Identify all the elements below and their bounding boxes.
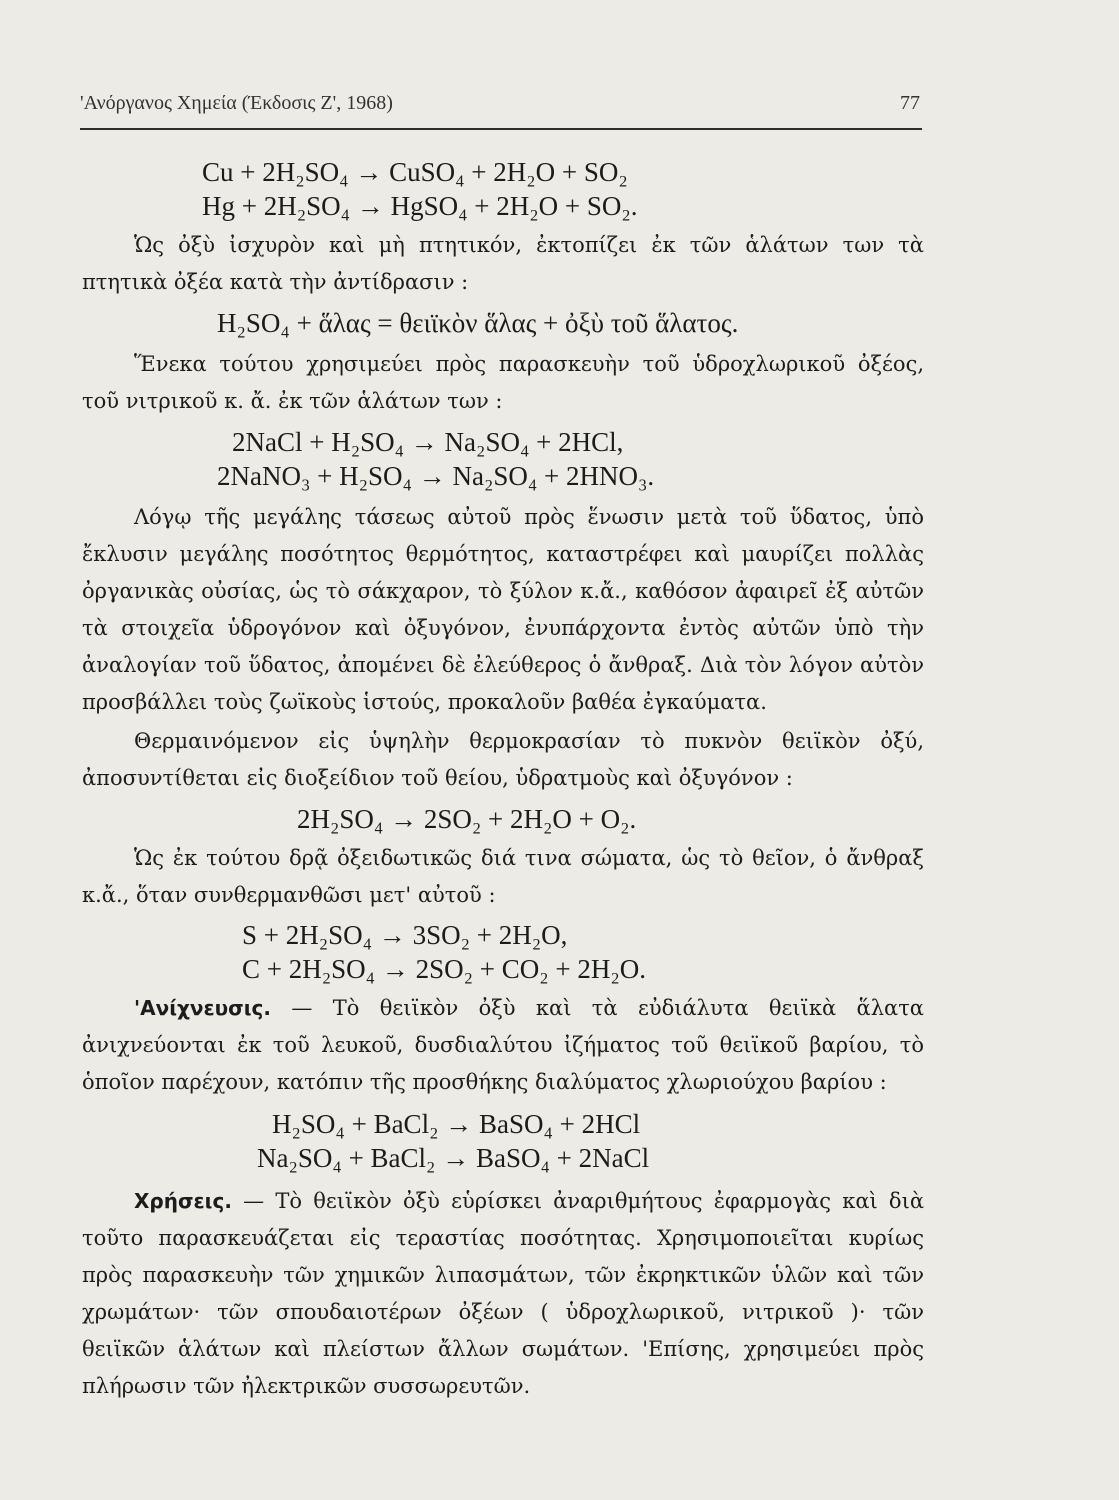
uses-text: — Τὸ θειϊκὸν ὀξὺ εὑρίσκει ἀναριθμήτους ἐφαρμογὰς καὶ διὰ τοῦτο παρασκευάζεται εἰς τεραστίας ποσότητας. Χρησιμοποιεῖται κυρίως πρὸς παρασκευὴν τῶν χημικῶν λιπασμάτων, τῶν ἐκρηκτικῶν ὑλῶν καὶ τῶν χρωμάτων· τῶν σπουδαιοτέρων ὀξέων ( ὑδροχλωρικοῦ, νιτρικοῦ )· τῶν θειϊκῶν ἁλάτων καὶ πλείστων ἄλλων σωμάτων. 'Επίσης, χρησιμεύει πρὸς πλήρωσιν τῶν ἠλεκτρικῶν συσσωρευτῶν. [82,1189,924,1398]
paragraph-preparation: Ἕνεκα τούτου χρησιμεύει πρὸς παρασκευὴν τοῦ ὑδροχλωρικοῦ ὀξέος, τοῦ νιτρικοῦ κ. ἄ. ἐκ τῶν ἁλάτων των : [82,352,924,413]
equation-barium-2: Na₂SO₄ + BaCl₂ → BaSO₄ + 2NaCl [257,1143,650,1173]
header-rule [80,128,922,130]
equation-nacl: 2NaCl + H₂SO₄ → Na₂SO₄ + 2HCl, [232,427,624,457]
paragraph-detection [82,990,924,1101]
equation-salt: H₂SO₄ + ἅλας = θειϊκὸν ἅλας + ὀξὺ τοῦ ἅλατος. [217,308,739,338]
equation-nano3: 2NaNO₃ + H₂SO₄ → Na₂SO₄ + 2HNO₃. [217,461,655,491]
page-number: 77 [900,92,920,114]
paragraph-strong-acid: Ὡς ὀξὺ ἰσχυρὸν καὶ μὴ πτητικόν, ἐκτοπίζει ἐκ τῶν ἁλάτων των τὰ πτητικὰ ὀξέα κατὰ τὴν ἀντίδρασιν : [82,233,924,294]
book-title: 'Ανόργανος Χημεία (Έκδοσις Ζ', 1968) [80,92,393,114]
uses-heading: Χρήσεις. [134,1189,232,1213]
equation-hg: Hg + 2H₂SO₄ → HgSO₄ + 2H₂O + SO₂. [202,191,638,221]
equation-carbon: C + 2H₂SO₄ → 2SO₂ + CO₂ + 2H₂O. [242,954,647,984]
equation-barium-1: H₂SO₄ + BaCl₂ → BaSO₄ + 2HCl [272,1109,641,1139]
equation-cu: Cu + 2H₂SO₄ → CuSO₄ + 2H₂O + SO₂ [202,157,628,187]
running-header [80,92,920,115]
paragraph-oxidation: Ὡς ἐκ τούτου δρᾷ ὀξειδωτικῶς διά τινα σώματα, ὡς τὸ θεῖον, ὁ ἄνθραξ κ.ἄ., ὅταν συνθερμανθῶσι μετ' αὐτοῦ : [82,846,924,907]
equation-sulfur: S + 2H₂SO₄ → 3SO₂ + 2H₂O, [242,920,568,950]
detection-heading: 'Ανίχνευσις. [134,996,272,1020]
detection-text: — Τὸ θειϊκὸν ὀξὺ καὶ τὰ εὐδιάλυτα θειϊκὰ ἅλατα ἀνιχνεύονται ἐκ τοῦ λευκοῦ, δυσδιαλύτου ἰζήματος τοῦ θειϊκοῦ βαρίου, τὸ ὁποῖον παρέχουν, κατόπιν τῆς προσθήκης διαλύματος χλωριούχου βαρίου : [82,996,924,1094]
paragraph-dehydration: Λόγῳ τῆς μεγάλης τάσεως αὐτοῦ πρὸς ἕνωσιν μετὰ τοῦ ὕδατος, ὑπὸ ἔκλυσιν μεγάλης ποσότητος θερμότητος, καταστρέφει καὶ μαυρίζει πολλὰς ὀργανικὰς οὐσίας, ὡς τὸ σάκχαρον, τὸ ξύλον κ.ἄ., καθόσον ἀφαιρεῖ ἐξ αὐτῶν τὰ στοιχεῖα ὑδρογόνον καὶ ὀξυγόνον, ἐνυπάρχοντα ἐντὸς αὐτῶν ὑπὸ τὴν ἀναλογίαν τοῦ ὕδατος, ἀπομένει δὲ ἐλεύθερος ὁ ἄνθραξ. Διὰ τὸν λόγον αὐτὸν προσβάλλει τοὺς ζωϊκοὺς ἱστούς, προκαλοῦν βαθέα ἐγκαύματα. [82,505,924,714]
paragraph-decomposition: Θερμαινόμενον εἰς ὑψηλὴν θερμοκρασίαν τὸ πυκνὸν θειϊκὸν ὀξύ, ἀποσυντίθεται εἰς διοξείδιον τοῦ θείου, ὑδρατμοὺς καὶ ὀξυγόνον : [82,729,924,790]
equation-decomposition: 2H₂SO₄ → 2SO₂ + 2H₂O + O₂. [297,804,637,834]
page-body [82,155,924,1405]
paragraph-uses [82,1183,924,1405]
